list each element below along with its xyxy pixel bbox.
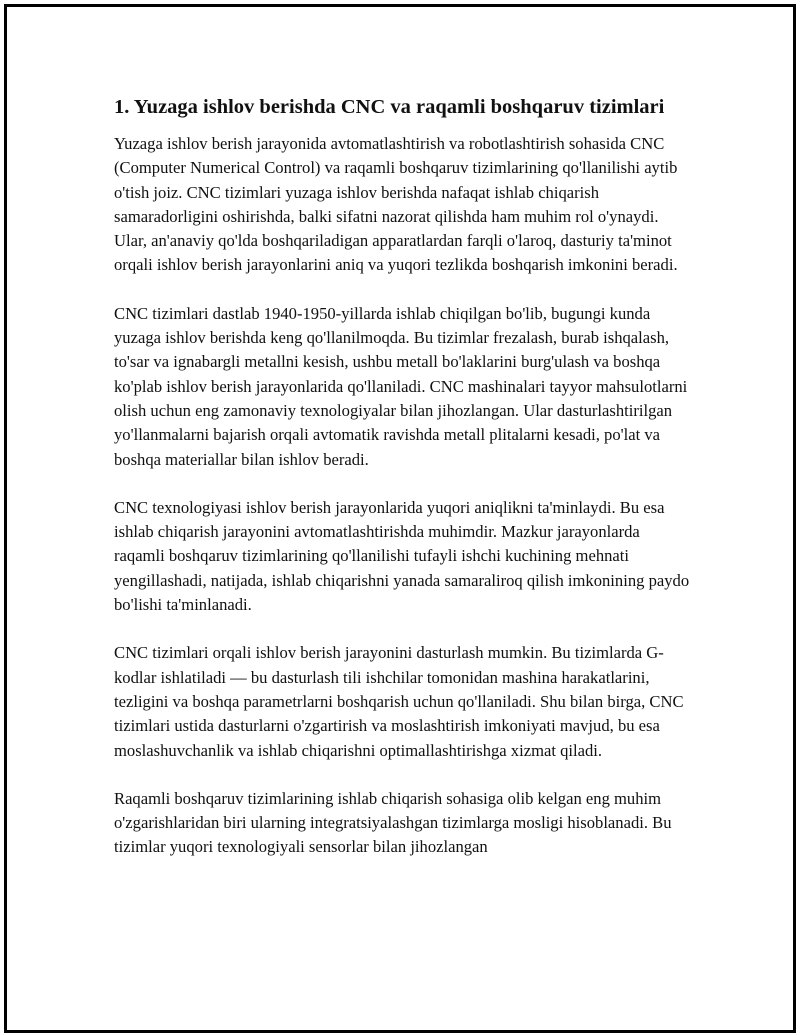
section-heading: 1. Yuzaga ishlov berishda CNC va raqamli boshqaruv tizimlari bbox=[114, 96, 665, 118]
paragraph-2: CNC tizimlari dastlab 1940-1950-yillarda ishlab chiqilgan bo'lib, bugungi kunda yuzaga ishlov berishda keng qo'llanilmoqda. Bu tizimlar frezalash, burab ishqalash, to'sar va ignabargli metallni kesish, ushbu metall bo'laklarini burg'ulash va boshqa ko'plab ishlov berish jarayonlarida qo'llaniladi. CNC mashinalari tayyor mahsulotlarni olish uchun eng zamonaviy texnologiyalar bilan jihozlangan. Ular dasturlashtirilgan yo'llanmalarni bajarish orqali avtomatik ravishda metall plitalarni kesadi, po'lat va boshqa materiallar bilan ishlov beradi. bbox=[114, 303, 688, 469]
paragraph-1: Yuzaga ishlov berish jarayonida avtomatlashtirish va robotlashtirish sohasida CNC (Computer Numerical Control) va raqamli boshqaruv tizimlarining qo'llanilishi aytib o'tish joiz. CNC tizimlari yuzaga ishlov berishda nafaqat ishlab chiqarish samaradorligini oshirishda, balki sifatni nazorat qilishda ham muhim rol o'ynaydi. Ular, an'anaviy qo'lda boshqariladigan apparatlardan farqli o'laroq, dasturiy ta'minot orqali ishlov berish jarayonlarini aniq va yuqori tezlikda boshqarish imkonini beradi. bbox=[114, 134, 678, 275]
paragraph-5: Raqamli boshqaruv tizimlarining ishlab chiqarish sohasiga olib kelgan eng muhim o'zgarishlaridan biri ularning integratsiyalashgan tizimlarga mosligi hisoblanadi. Bu tizimlar yuqori texnologiyali sensorlar bilan jihozlangan bbox=[114, 788, 672, 857]
paragraph-3: CNC texnologiyasi ishlov berish jarayonlarida yuqori aniqlikni ta'minlaydi. Bu esa ishlab chiqarish jarayonini avtomatlashtirishda muhimdir. Mazkur jarayonlarda raqamli boshqaruv tizimlarining qo'llanilishi tufayli ishchi kuchining mehnati yengillashadi, natijada, ishlab chiqarishni yanada samaraliroq qilish imkonining paydo bo'lishi ta'minlanadi. bbox=[114, 497, 690, 615]
document-body bbox=[114, 92, 694, 884]
paragraph-4: CNC tizimlari orqali ishlov berish jarayonini dasturlash mumkin. Bu tizimlarda G-kodlar ishlatiladi — bu dasturlash tili ishchilar tomonidan mashina harakatlarini, tezligini va boshqa parametrlarni boshqarish uchun qo'llaniladi. Shu bilan birga, CNC tizimlari ustida dasturlarni o'zgartirish va moslashtirish imkoniyati mavjud, bu esa moslashuvchanlik va ishlab chiqarishni optimallashtirishga xizmat qiladi. bbox=[114, 643, 684, 760]
